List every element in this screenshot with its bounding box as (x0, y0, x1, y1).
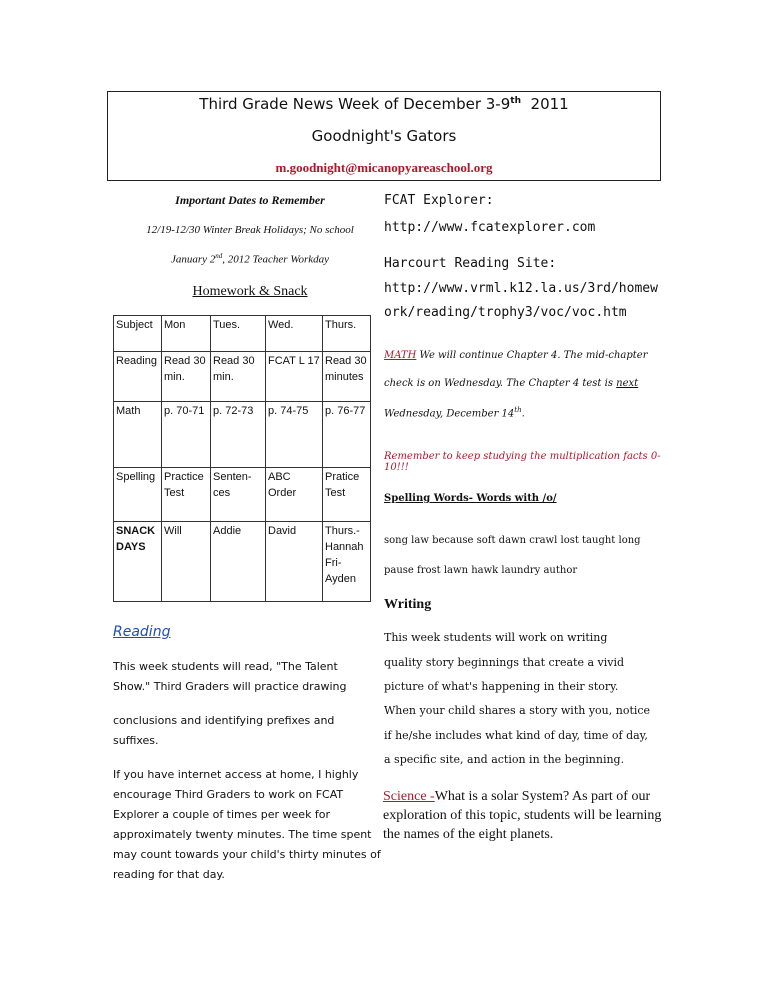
date-teacher-workday: January 2nd, 2012 Teacher Workday (170, 252, 330, 266)
table-cell: Math (114, 402, 162, 468)
table-cell: Reading (114, 352, 162, 402)
reading-heading: Reading (113, 624, 171, 640)
table-cell: Tues. (211, 316, 266, 352)
writing-line-3: picture of what's happening in their story. (384, 680, 619, 693)
class-name: Goodnight's Gators (311, 127, 457, 145)
table-cell: p. 76-77 (323, 402, 371, 468)
math-reminder: Remember to keep studying the multiplication facts 0-10!!! (384, 451, 661, 473)
table-cell: David (266, 522, 323, 602)
math-line-2: check is on Wednesday. The Chapter 4 test is next (384, 378, 639, 389)
spelling-heading: Spelling Words- Words with /o/ (384, 493, 557, 504)
reading-paragraph-3: If you have internet access at home, I highly encourage Third Graders to work on FCAT Explorer a couple of times per week for approximately twenty minutes. The time spent may count towards your child's thirty minutes of reading for that day. (113, 768, 381, 881)
table-row (114, 352, 371, 402)
science-label: Science - (383, 789, 435, 804)
science-paragraph: Science -What is a solar System? As part of our exploration of this topic, students will be learning the names of the eight planets. (383, 789, 662, 842)
table-cell: ABC Order (266, 468, 323, 522)
table-row (114, 468, 371, 522)
fcat-explorer-label: FCAT Explorer: (384, 193, 494, 208)
table-cell: Thurs. (323, 316, 371, 352)
reading-paragraph-1: This week students will read, "The Talent Show." Third Graders will practice drawing (113, 660, 347, 693)
homework-heading: Homework & Snack (192, 284, 308, 299)
table-cell: SNACK DAYS (114, 522, 162, 602)
table-cell: Will (162, 522, 211, 602)
table-row (114, 402, 371, 468)
harcourt-label: Harcourt Reading Site: (384, 256, 557, 271)
table-cell: Spelling (114, 468, 162, 522)
table-cell: Read 30 min. (162, 352, 211, 402)
table-cell: Addie (211, 522, 266, 602)
header-box (107, 91, 661, 181)
table-cell: Read 30 minutes (323, 352, 371, 402)
harcourt-link-line-2[interactable]: ork/reading/trophy3/voc/voc.htm (384, 305, 627, 320)
writing-line-5: if he/she includes what kind of day, time of day, (384, 729, 648, 742)
table-cell: Wed. (266, 316, 323, 352)
spelling-words-line-2: pause frost lawn hawk laundry author (384, 565, 578, 576)
table-cell: Senten-ces (211, 468, 266, 522)
table-cell: Thurs.- Hannah Fri-Ayden (323, 522, 371, 602)
newsletter-title: Third Grade News Week of December 3-9th 2011 (199, 95, 569, 113)
table-cell: Mon (162, 316, 211, 352)
table-cell: p. 70-71 (162, 402, 211, 468)
writing-heading: Writing (384, 597, 432, 612)
math-label: MATH (384, 350, 417, 361)
reading-paragraph-2: conclusions and identifying prefixes and suffixes. (113, 714, 335, 747)
dates-heading: Important Dates to Remember (175, 193, 325, 207)
table-row (114, 522, 371, 602)
math-line-1: MATH We will continue Chapter 4. The mid-chapter (384, 350, 648, 361)
harcourt-link-line-1[interactable]: http://www.vrml.k12.la.us/3rd/homew (384, 281, 658, 296)
writing-line-2: quality story beginnings that create a vivid (384, 656, 625, 669)
table-row (114, 316, 371, 352)
math-line-3: Wednesday, December 14th. (384, 406, 525, 420)
writing-line-6: a specific site, and action in the beginning. (384, 753, 625, 766)
table-cell: Pratice Test (323, 468, 371, 522)
writing-line-4: When your child shares a story with you, notice (384, 704, 651, 717)
date-winter-break: 12/19-12/30 Winter Break Holidays; No school (146, 224, 354, 236)
table-cell: p. 74-75 (266, 402, 323, 468)
table-cell: Subject (114, 316, 162, 352)
table-cell: Practice Test (162, 468, 211, 522)
table-cell: FCAT L 17 (266, 352, 323, 402)
fcat-explorer-link[interactable]: http://www.fcatexplorer.com (384, 220, 596, 235)
teacher-email[interactable]: m.goodnight@micanopyareaschool.org (275, 160, 493, 175)
table-cell: Read 30 min. (211, 352, 266, 402)
spelling-words-line-1: song law because soft dawn crawl lost taught long (384, 535, 641, 546)
writing-line-1: This week students will work on writing (384, 631, 608, 644)
table-cell: p. 72-73 (211, 402, 266, 468)
homework-table (113, 315, 371, 602)
